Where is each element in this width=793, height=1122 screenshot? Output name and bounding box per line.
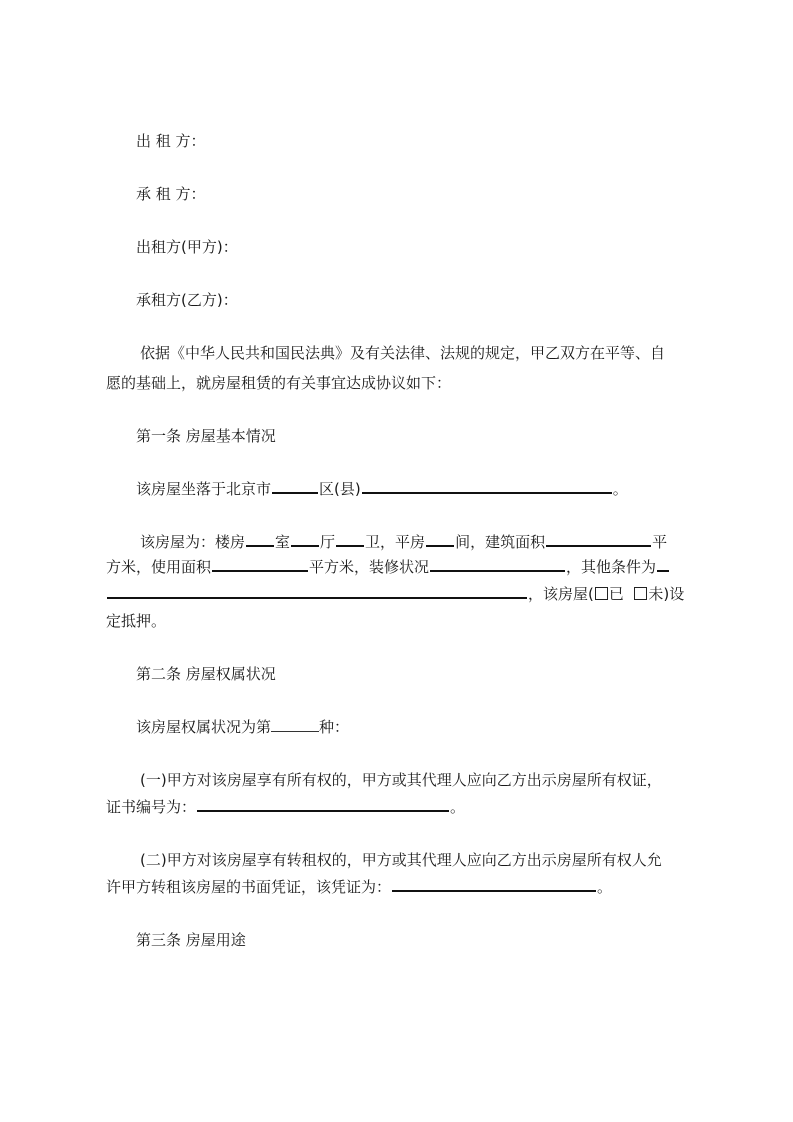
desc-jian: 间，建筑面积 xyxy=(455,533,546,551)
item1-line2-end: 。 xyxy=(450,798,466,816)
preamble-line-1 xyxy=(140,342,665,364)
lessor-full-label xyxy=(136,236,238,258)
preamble-line-2 xyxy=(106,372,451,394)
lessee-short-text: 承 租 方： xyxy=(136,185,206,203)
usable-area-blank[interactable] xyxy=(212,556,308,572)
district-blank[interactable] xyxy=(272,478,318,494)
item2-line2-prefix: 许甲方转租该房屋的书面凭证，该凭证为： xyxy=(106,878,392,896)
location-prefix: 该房屋坐落于北京市 xyxy=(136,480,272,498)
desc-line2-c: ，其他条件为 xyxy=(566,558,657,576)
article-2-heading xyxy=(136,663,276,685)
location-district: 区(县) xyxy=(319,480,361,498)
lessor-full-text: 出租方(甲方)： xyxy=(136,238,238,256)
ownership-type-blank[interactable] xyxy=(271,717,319,732)
article-2-heading-text: 第二条 房屋权属状况 xyxy=(136,665,276,683)
certificate-number-blank[interactable] xyxy=(197,796,449,812)
desc-hall: 厅 xyxy=(320,533,336,551)
article-1-desc-line-1 xyxy=(140,531,667,553)
item2-line1-text: (二)甲方对该房屋享有转租权的，甲方或其代理人应向乙方出示房屋所有权人允 xyxy=(140,851,662,869)
item1-line2-prefix: 证书编号为： xyxy=(106,798,197,816)
building-area-blank[interactable] xyxy=(546,531,651,547)
desc-line3-yi: 已 xyxy=(608,585,624,603)
bungalow-blank[interactable] xyxy=(426,531,454,547)
decoration-blank[interactable] xyxy=(430,556,565,572)
article-2-item-1-line-1 xyxy=(140,769,662,791)
item2-line2-end: 。 xyxy=(597,878,613,896)
preamble-line-2-text: 愿的基础上，就房屋租赁的有关事宜达成协议如下： xyxy=(106,374,452,392)
lessor-short-text: 出 租 方： xyxy=(136,132,206,150)
article-1-heading-text: 第一条 房屋基本情况 xyxy=(136,427,276,445)
mortgaged-no-checkbox[interactable] xyxy=(634,587,647,600)
preamble-line-1-text: 依据《中华人民共和国民法典》及有关法律、法规的规定，甲乙双方在平等、自 xyxy=(140,344,666,362)
other-conditions-blank-start[interactable] xyxy=(657,556,669,572)
article-2-status xyxy=(136,716,349,738)
article-1-location xyxy=(136,478,628,500)
status-suffix: 种： xyxy=(319,718,350,736)
lessee-short-label xyxy=(136,183,206,205)
voucher-blank[interactable] xyxy=(392,876,596,892)
bath-blank[interactable] xyxy=(336,531,364,547)
desc-line3-a: ，该房屋( xyxy=(528,585,594,603)
hall-blank[interactable] xyxy=(291,531,319,547)
mortgaged-yes-checkbox[interactable] xyxy=(595,587,608,600)
article-1-desc-line-3 xyxy=(106,583,684,605)
article-1-desc-line-2 xyxy=(106,556,670,578)
desc-prefix: 该房屋为：楼房 xyxy=(140,533,246,551)
address-blank[interactable] xyxy=(362,478,612,494)
desc-line2-b: 平方米，装修状况 xyxy=(309,558,430,576)
desc-room: 室 xyxy=(275,533,291,551)
location-end: 。 xyxy=(612,480,628,498)
lessee-full-text: 承租方(乙方)： xyxy=(136,291,238,309)
lessor-short-label xyxy=(136,130,206,152)
item1-line1-text: (一)甲方对该房屋享有所有权的，甲方或其代理人应向乙方出示房屋所有权证， xyxy=(140,771,662,789)
article-3-heading-text: 第三条 房屋用途 xyxy=(136,931,246,949)
desc-ping: 平 xyxy=(652,533,668,551)
room-blank[interactable] xyxy=(246,531,274,547)
article-2-item-1-line-2 xyxy=(106,796,465,818)
article-3-heading xyxy=(136,929,246,951)
article-1-heading xyxy=(136,425,276,447)
desc-line4: 定抵押。 xyxy=(106,612,167,630)
desc-line2-a: 方米，使用面积 xyxy=(106,558,212,576)
other-conditions-blank[interactable] xyxy=(107,583,527,599)
desc-line3-wei: 未)设 xyxy=(648,585,685,603)
article-1-desc-line-4 xyxy=(106,610,166,632)
desc-bath: 卫，平房 xyxy=(365,533,426,551)
lessee-full-label xyxy=(136,289,238,311)
article-2-item-2-line-2 xyxy=(106,876,612,898)
article-2-item-2-line-1 xyxy=(140,849,662,871)
status-prefix: 该房屋权属状况为第 xyxy=(136,718,272,736)
